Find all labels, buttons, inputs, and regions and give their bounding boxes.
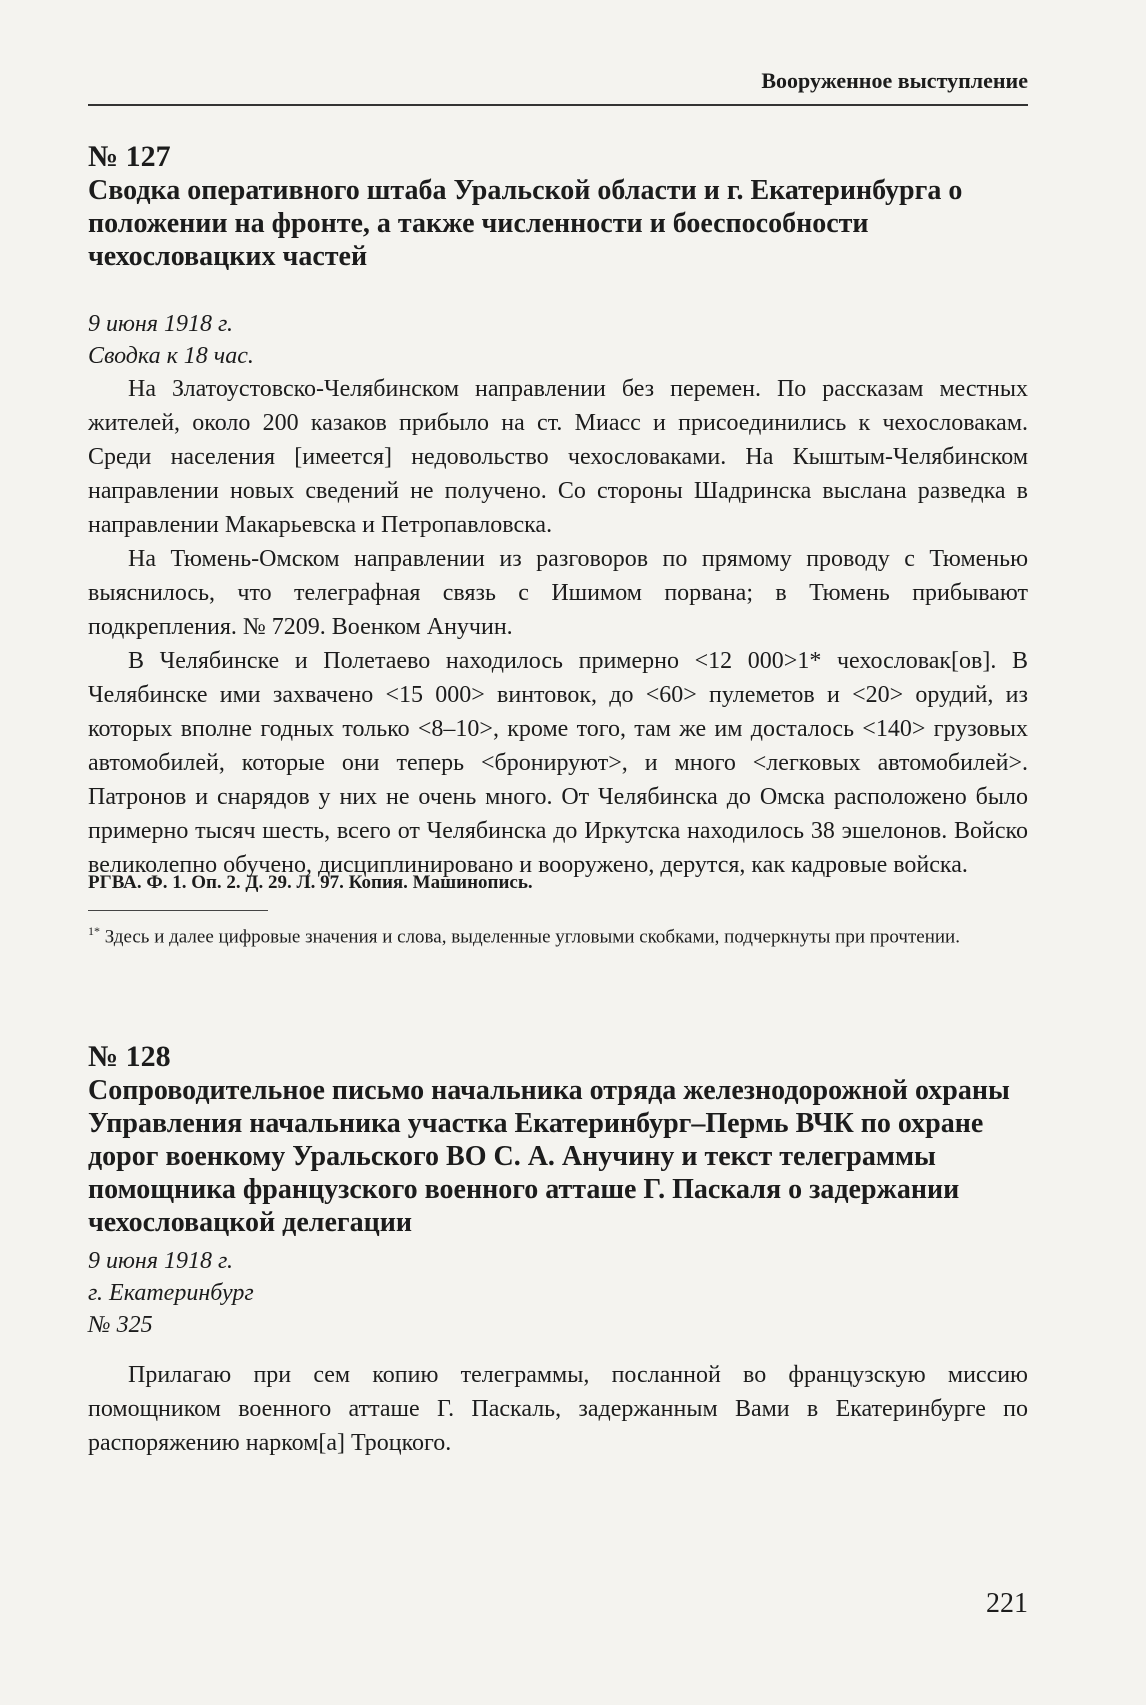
doc127-title: Сводка оперативного штаба Уральской области и г. Екатеринбурга о положении на фронте, а также численности и боеспособности чехословацких частей (88, 175, 963, 272)
doc128-title: Сопроводительное письмо начальника отряда железнодорожной охраны Управления начальника участка Екатеринбург–Пермь ВЧК по охране дорог военкому Уральского ВО С. А. Анучину и текст телеграммы помощника французского военного атташе Г. Паскаля о задержании чехословацкой делегации (88, 1075, 1010, 1238)
doc128-ref: № 325 (88, 1312, 153, 1338)
doc128-meta (88, 1245, 1028, 1341)
doc127-paragraph-2: На Тюмень-Омском направлении из разговоров по прямому проводу с Тюменью выяснилось, что телеграфная связь с Ишимом порвана; в Тюмень прибывают подкрепления. № 7209. Военком Анучин. (88, 546, 1028, 640)
footnote (88, 918, 1028, 950)
doc127-body (88, 372, 1028, 882)
footnote-text: Здесь и далее цифровые значения и слова, выделенные угловыми скобками, подчеркнуты при прочтении. (104, 926, 960, 948)
running-head: Вооруженное выступление (761, 68, 1028, 93)
footnote-rule (88, 910, 268, 911)
doc127-paragraph-1: На Златоустовско-Челябинском направлении без перемен. По рассказам местных жителей, около 200 казаков прибыло на ст. Миасс и присоединились к чехословакам. Среди населения [имеется] недовольство чехословаками. На Кыштым-Челябинском направлении новых сведений не получено. Со стороны Шадринска выслана разведка в направлении Макарьевска и Петропавловска. (88, 376, 1028, 538)
doc127-number: № 127 (88, 140, 171, 173)
doc128-date: 9 июня 1918 г. (88, 1248, 234, 1274)
doc127-note: Сводка к 18 час. (88, 343, 254, 369)
doc127-date: 9 июня 1918 г. (88, 311, 234, 337)
doc127-meta (88, 308, 1028, 372)
doc128-number: № 128 (88, 1040, 171, 1073)
header-rule (88, 104, 1028, 106)
footnote-marker: 1* (88, 924, 100, 938)
doc127-source: РГВА. Ф. 1. Оп. 2. Д. 29. Л. 97. Копия. Машинопись. (88, 872, 533, 893)
doc128-paragraph-1: Прилагаю при сем копию телеграммы, посланной во французскую миссию помощником военного атташе Г. Паскаль, задержанным Вами в Екатеринбурге по распоряжению нарком[а] Троцкого. (88, 1362, 1028, 1456)
doc127-paragraph-3: В Челябинске и Полетаево находилось примерно <12 000>1* чехословак[ов]. В Челябинске ими захвачено <15 000> винтовок, до <60> пулеметов и <20> орудий, из которых вполне годных только <8–10>, кроме того, там же им досталось <140> грузовых автомобилей, которые они теперь <бронируют>, и много <легковых автомобилей>. Патронов и снарядов у них не очень много. От Челябинска до Омска расположено было примерно тысяч шесть, всего от Челябинска до Иркутска находилось 38 эшелонов. Войско великолепно обучено, дисциплинировано и вооружено, дерутся, как кадровые войска. (88, 648, 1028, 878)
page-number: 221 (986, 1588, 1028, 1619)
document-page (88, 0, 1028, 1705)
doc127-heading (88, 140, 1028, 273)
doc128-heading (88, 1040, 1028, 1239)
doc128-body (88, 1358, 1028, 1460)
doc128-place: г. Екатеринбург (88, 1280, 254, 1306)
